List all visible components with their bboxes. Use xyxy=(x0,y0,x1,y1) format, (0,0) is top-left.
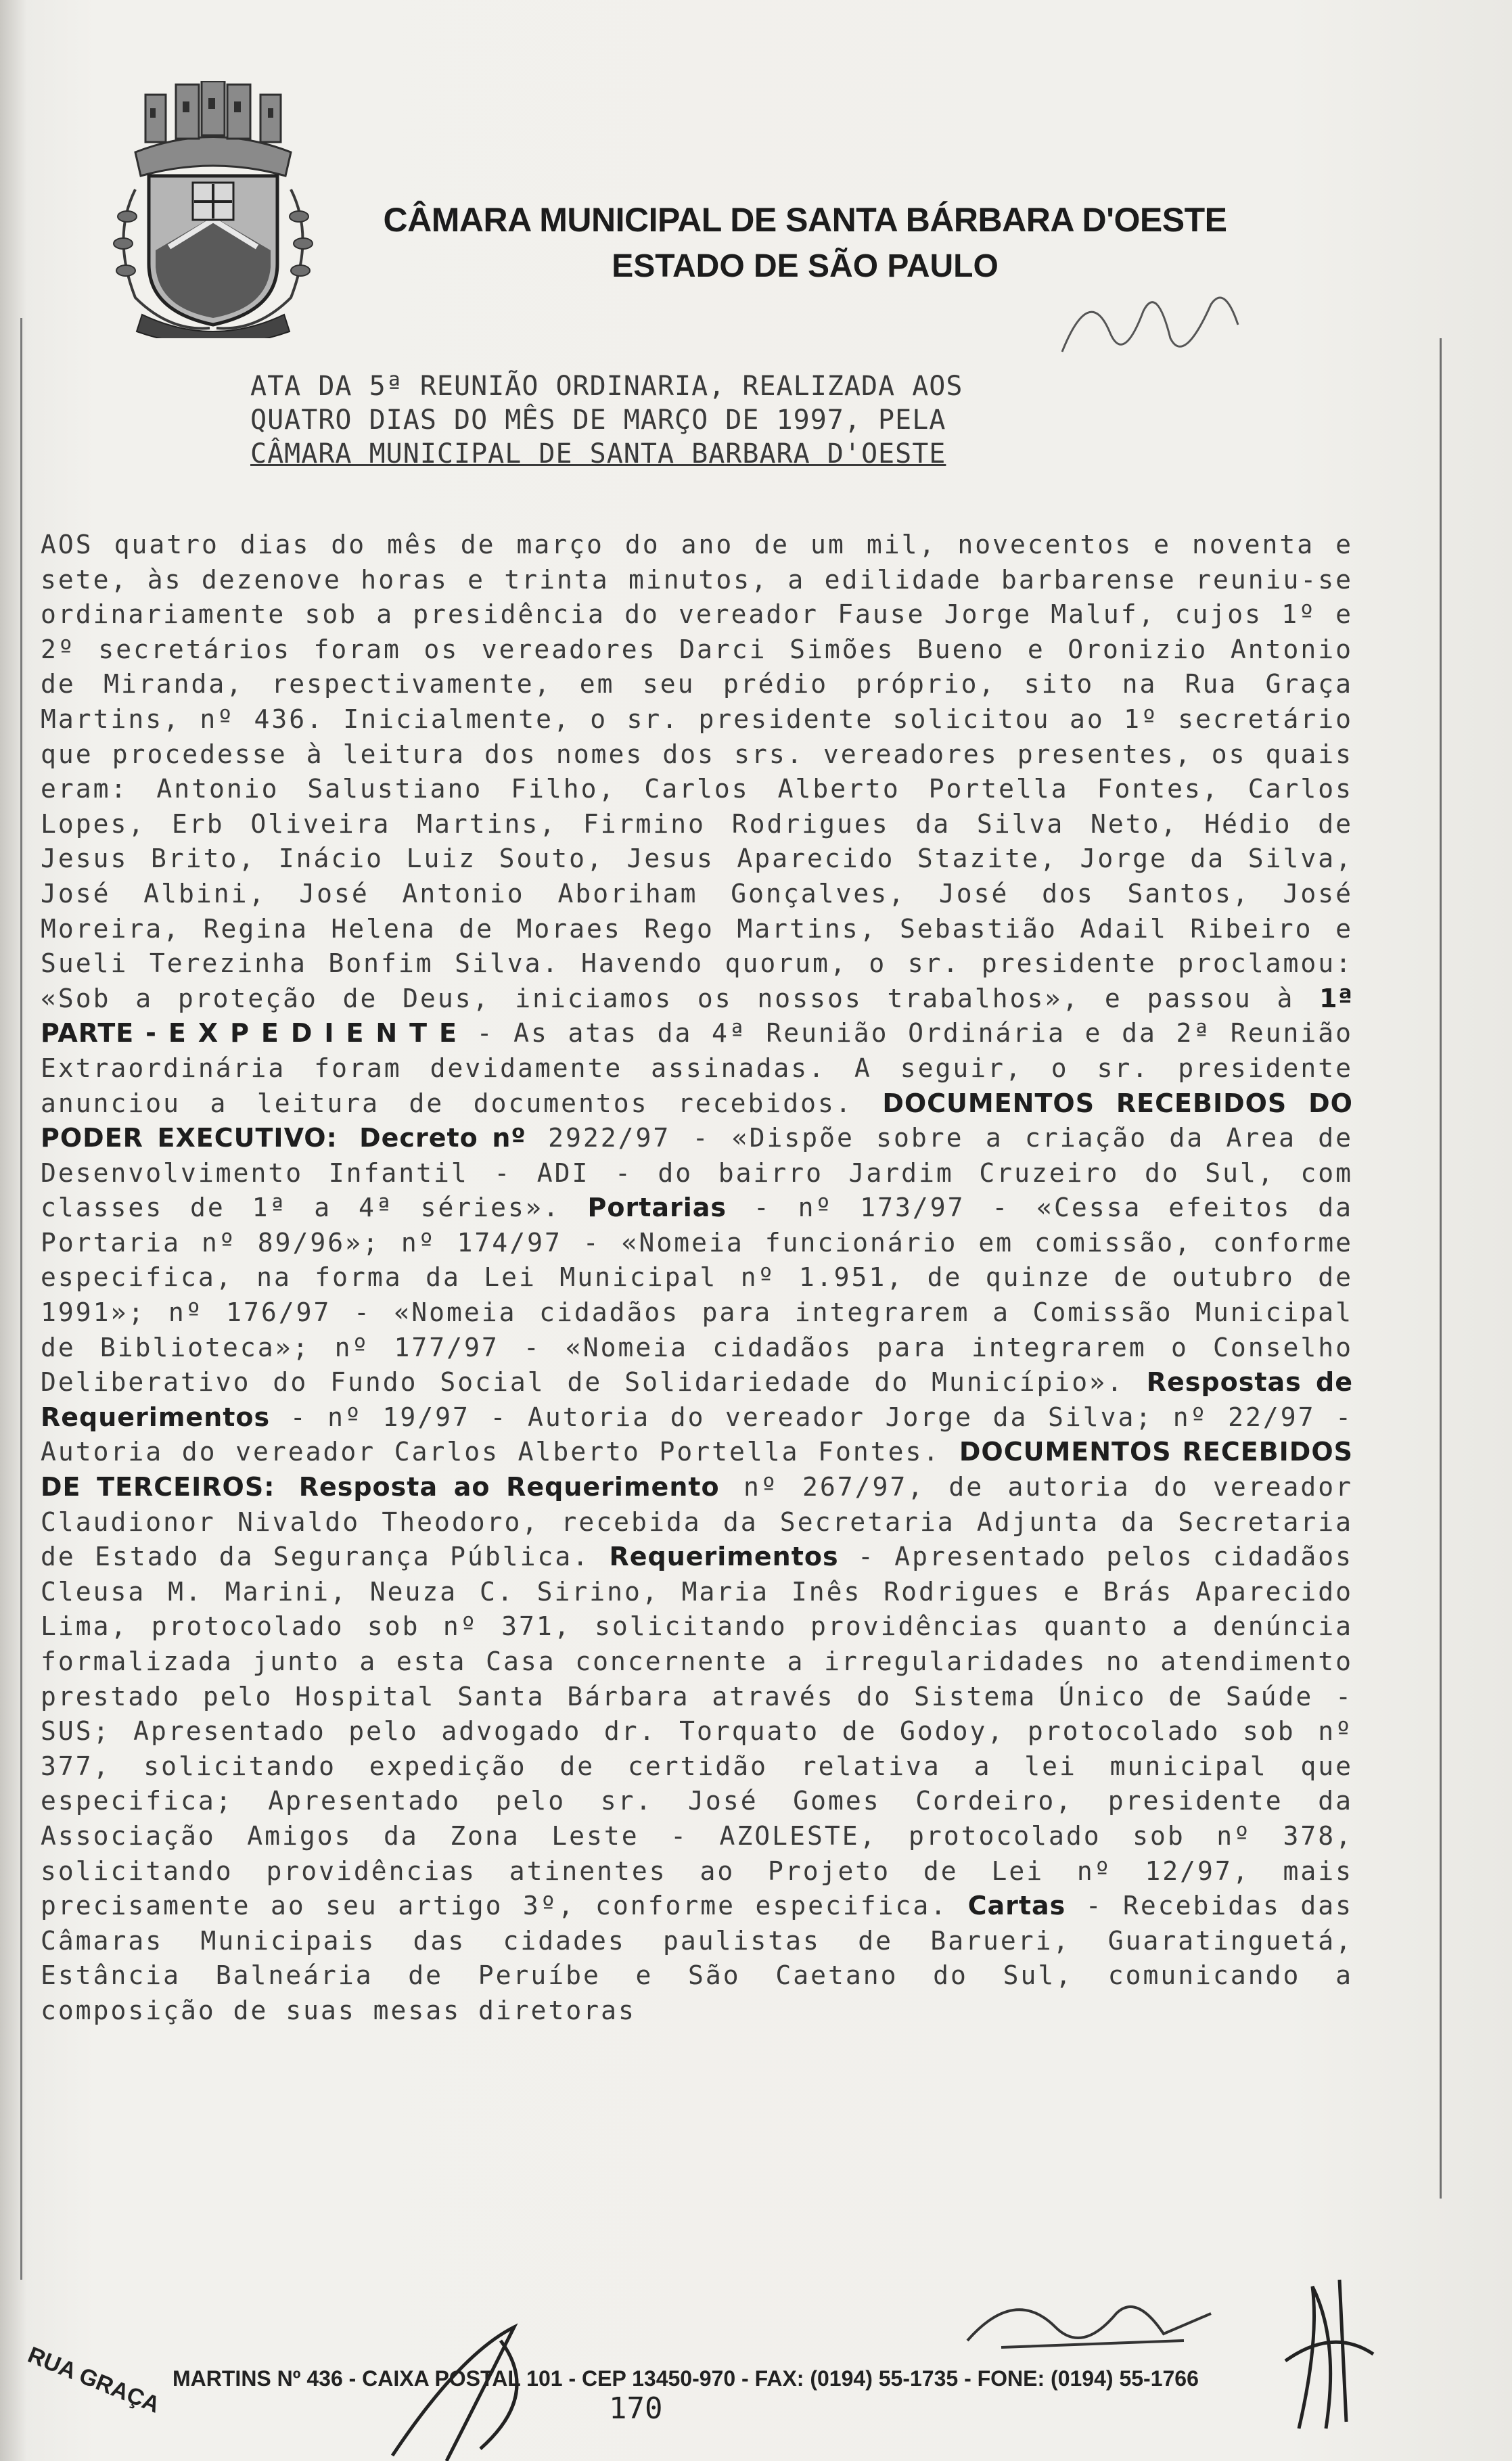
institution-title: CÂMARA MUNICIPAL DE SANTA BÁRBARA D'OESTE xyxy=(383,201,1227,239)
municipal-coat-of-arms xyxy=(108,81,318,338)
label-requests: Requerimentos xyxy=(609,1542,839,1572)
label-letters: Cartas xyxy=(967,1891,1066,1921)
opening-paragraph: AOS quatro dias do mês de março do ano de um mil, novecentos e noventa e sete, às dezenove horas e trinta minutos, a edilidade barbarense reuniu-se ordinariamente sob a presidência do vereador Fause Jorge Maluf, cujos 1º e 2º secretários foram os vereadores Darci Simões Bueno e Oronizio Antonio de Miranda, respectivamente, em seu prédio próprio, sito na Rua Graça Martins, nº 436. Inicialmente, o sr. presidente solicitou ao 1º secretário que procedesse à leitura dos nomes dos srs. vereadores presentes, os quais eram: Antonio Salustiano Filho, Carlos Alberto Portella Fontes, Carlos Lopes, Erb Oliveira Martins, Firmino Rodrigues da Silva Neto, Hédio de Jesus Brito, Inácio Luiz Souto, Jesus Aparecido Stazite, Jorge da Silva, José Albini, José Antonio Aboriham Gonçalves, José dos Santos, José Moreira, Regina Helena de Moraes Rego Martins, Sebastião Adail Ribeiro e Sueli Terezinha Bonfim Silva. Havendo quorum, o sr. presidente proclamou: «Sob a proteção de Deus, iniciamos os nossos trabalhos», e passou à xyxy=(41,530,1353,1013)
page-number: 170 xyxy=(609,2391,663,2426)
institution-subtitle: ESTADO DE SÃO PAULO xyxy=(612,248,999,284)
footer-street: RUA GRAÇA xyxy=(24,2342,164,2418)
ordinances-text: - nº 173/97 - «Cessa efeitos da Portaria nº 89/96»; nº 174/97 - «Nomeia funcionário em comissão, conforme especifica, na forma da Lei Municipal nº 1.951, de quinze de outubro de 1991»; nº 176/97 - «Nomeia cidadãos para integrarem a Comissão Municipal de Biblioteca»; nº 177/97 - «Nomeia cidadãos para integrarem o Conselho Deliberativo do Fundo Social de Solidariedade do Município». xyxy=(41,1193,1353,1398)
minutes-heading-line-1: ATA DA 5ª REUNIÃO ORDINARIA, REALIZADA AOS xyxy=(250,371,963,402)
minutes-heading-line-3: CÂMARA MUNICIPAL DE SANTA BARBARA D'OESTE xyxy=(250,438,946,469)
request-responses-text: - nº 19/97 - Autoria do vereador Jorge da Silva; nº 22/97 - Autoria do vereador Carlos Alberto Portella Fontes. xyxy=(41,1402,1353,1467)
signature-top-right xyxy=(1049,271,1252,379)
minutes-body xyxy=(41,528,1353,2205)
section-label-executive-documents: DOCUMENTOS RECEBIDOS DO PODER EXECUTIVO: xyxy=(41,1088,1353,1153)
label-ordinances: Portarias xyxy=(587,1193,727,1223)
section-label-third-party-documents: DOCUMENTOS RECEBIDOS DE TERCEIROS: xyxy=(41,1437,1353,1502)
minutes-heading-line-2: QUATRO DIAS DO MÊS DE MARÇO DE 1997, PELA xyxy=(250,405,946,436)
label-request-responses: Respostas de Requerimentos xyxy=(41,1367,1353,1432)
letters-text: - Recebidas das Câmaras Municipais das cidades paulistas de Barueri, Guaratinguetá, Estância Balneária de Peruíbe e São Caetano do Sul, comunicando a composição de suas mesas diretoras xyxy=(41,1891,1353,2025)
request-response-text: nº 267/97, de autoria do vereador Claudionor Nivaldo Theodoro, recebida da Secretaria Adjunta da Secretaria de Estado da Segurança Pública. xyxy=(41,1472,1353,1572)
expediente-text: - As atas da 4ª Reunião Ordinária e da 2ª Reunião Extraordinária foram devidamente assinadas. A seguir, o sr. presidente anunciou a leitura de documentos recebidos. xyxy=(41,1018,1353,1118)
left-margin-rule xyxy=(20,318,22,2280)
right-margin-rule xyxy=(1440,338,1442,2199)
decree-text: 2922/97 - «Dispõe sobre a criação da Area de Desenvolvimento Infantil - ADI - do bairro Jardim Cruzeiro do Sul, com classes de 1ª a 4ª séries». xyxy=(41,1123,1353,1223)
footer-address: MARTINS Nº 436 - CAIXA POSTAL 101 - CEP 13450-970 - FAX: (0194) 55-1735 - FONE: (0194) 55-1766 xyxy=(173,2366,1199,2391)
requests-text: - Apresentado pelos cidadãos Cleusa M. Marini, Neuza C. Sirino, Maria Inês Rodrigues e Brás Aparecido Lima, protocolado sob nº 371, solicitando providências quanto a denúncia formalizada junto a esta Casa concernente a irregularidades no atendimento prestado pelo Hospital Santa Bárbara através do Sistema Único de Saúde - SUS; Apresentado pelo advogado dr. Torquato de Godoy, protocolado sob nº 377, solicitando expedição de certidão relativa a lei municipal que especifica; Apresentado pelo sr. José Gomes Cordeiro, presidente da Associação Amigos da Zona Leste - AZOLESTE, protocolado sob nº 378, solicitando providências atinentes ao Projeto de Lei nº 12/97, mais precisamente ao seu artigo 3º, conforme especifica. xyxy=(41,1542,1353,1921)
section-label-expediente: 1ª PARTE - E X P E D I E N T E xyxy=(41,983,1353,1049)
label-request-response: Resposta ao Requerimento xyxy=(298,1472,720,1502)
label-decree: Decreto nº xyxy=(359,1123,526,1153)
